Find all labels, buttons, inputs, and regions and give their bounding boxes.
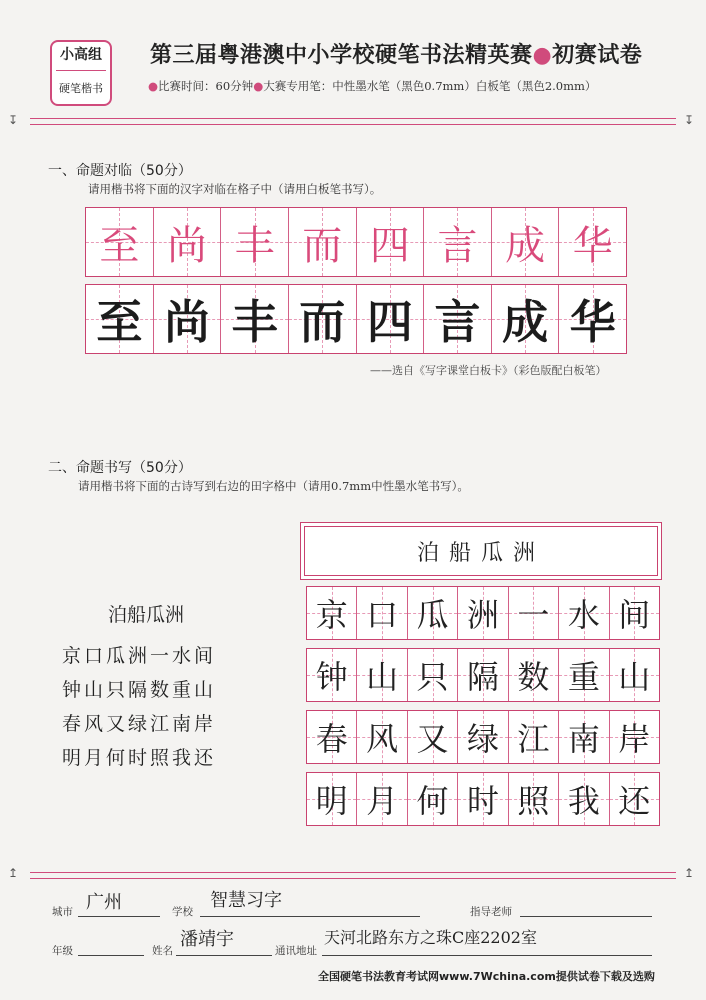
handwritten-char: 成 (502, 295, 549, 349)
writing-cell[interactable] (458, 773, 508, 825)
poem-line: 明月何时照我还 (62, 747, 217, 769)
poem-line: 钟山只隔数重山 (62, 679, 217, 701)
handwritten-char: 风 (366, 720, 399, 758)
grade-label: 年级 (52, 945, 73, 957)
writing-cell[interactable] (610, 711, 659, 763)
writing-cell[interactable] (154, 285, 222, 353)
grid-cell (154, 208, 222, 276)
writing-cell[interactable] (357, 711, 407, 763)
handwritten-char: 水 (567, 596, 600, 634)
writing-cell[interactable] (408, 773, 458, 825)
poem-grid-row (306, 648, 660, 702)
model-char: 至 (99, 222, 140, 269)
title-main: 第三届粤港澳中小学校硬笔书法精英赛 (150, 43, 533, 68)
address-label: 通讯地址 (275, 945, 317, 957)
pen-info: 大赛专用笔：中性墨水笔（黑色0.7mm）白板笔（黑色2.0mm） (263, 79, 597, 93)
model-char: 成 (505, 222, 546, 269)
source-credit: ——选自《写字课堂白板卡》（彩色版配白板笔） (370, 364, 607, 377)
rule-end-icon: ↥ (8, 866, 19, 880)
handwritten-char: 钟 (315, 658, 348, 696)
grid-cell (86, 208, 154, 276)
divider-rule-bottom (30, 872, 676, 879)
handwritten-char: 丰 (231, 295, 278, 349)
handwritten-char: 间 (618, 596, 651, 634)
writing-cell[interactable] (559, 773, 609, 825)
handwritten-char: 山 (618, 658, 651, 696)
model-char: 尚 (166, 222, 207, 269)
written-poem-title: 泊船瓜洲 (416, 540, 545, 566)
handwritten-char: 瓜 (416, 596, 449, 634)
badge-style-label: 硬笔楷书 (59, 82, 103, 95)
name-field[interactable] (176, 955, 272, 956)
model-grid (85, 207, 627, 277)
model-char: 而 (302, 222, 343, 269)
city-label: 城市 (52, 906, 73, 918)
address-value: 天河北路东方之珠C座2202室 (324, 928, 537, 947)
title-tail: 初赛试卷 (552, 43, 643, 68)
model-char: 丰 (234, 222, 275, 269)
handwritten-char: 四 (366, 295, 413, 349)
badge-group-label: 小高组 (60, 47, 102, 63)
handwritten-char: 江 (517, 720, 550, 758)
school-field[interactable] (200, 916, 420, 917)
writing-cell[interactable] (307, 711, 357, 763)
grid-cell (559, 208, 626, 276)
writing-cell[interactable] (357, 285, 425, 353)
poem-grid-row (306, 586, 660, 640)
handwritten-char: 口 (366, 596, 399, 634)
grid-cell (357, 208, 425, 276)
handwritten-char: 月 (366, 782, 399, 820)
grade-field[interactable] (78, 955, 144, 956)
model-char: 四 (369, 222, 410, 269)
school-value: 智慧习字 (210, 890, 282, 911)
writing-cell[interactable] (408, 649, 458, 701)
handwritten-char: 京 (315, 596, 348, 634)
grid-cell (424, 208, 492, 276)
handwritten-char: 绿 (466, 720, 499, 758)
handwritten-char: 时 (466, 782, 499, 820)
handwritten-char: 春 (315, 720, 348, 758)
model-char: 言 (437, 222, 478, 269)
writing-cell[interactable] (289, 285, 357, 353)
handwritten-char: 南 (567, 720, 600, 758)
handwritten-char: 我 (567, 782, 600, 820)
writing-cell[interactable] (559, 711, 609, 763)
group-badge (50, 40, 112, 106)
writing-cell[interactable] (357, 649, 407, 701)
model-char: 华 (572, 222, 613, 269)
name-value: 潘靖宇 (180, 929, 234, 950)
poem-line: 春风又绿江南岸 (62, 713, 217, 735)
grid-cell (492, 208, 560, 276)
address-field[interactable] (322, 955, 652, 956)
handwritten-char: 而 (299, 295, 346, 349)
writing-cell[interactable] (610, 649, 659, 701)
bullet-icon: ● (532, 43, 553, 68)
bullet-icon: ● (253, 79, 264, 93)
writing-cell[interactable] (408, 587, 458, 639)
handwritten-char: 还 (618, 782, 651, 820)
section1-heading: 一、命题对临（50分） (48, 163, 192, 179)
handwritten-char: 只 (416, 658, 449, 696)
handwritten-char: 至 (96, 295, 143, 349)
rule-end-icon: ↧ (684, 113, 695, 127)
handwritten-char: 重 (567, 658, 600, 696)
rule-end-icon: ↥ (684, 866, 695, 880)
handwritten-char: 言 (434, 295, 481, 349)
handwritten-char: 洲 (466, 596, 499, 634)
handwritten-char: 尚 (163, 295, 210, 349)
section1-instruction: 请用楷书将下面的汉字对临在格子中（请用白板笔书写）。 (88, 182, 382, 196)
writing-cell[interactable] (307, 649, 357, 701)
writing-cell[interactable] (408, 711, 458, 763)
rule-end-icon: ↧ (8, 113, 19, 127)
school-label: 学校 (172, 906, 193, 918)
section2-instruction: 请用楷书将下面的古诗写到右边的田字格中（请用0.7mm中性墨水笔书写）。 (78, 479, 469, 493)
site-note: 全国硬笔书法教育考试网www.7Wchina.com提供试卷下载及选购 (318, 970, 655, 983)
bullet-icon: ● (148, 79, 159, 93)
writing-cell[interactable] (492, 285, 560, 353)
writing-cell[interactable] (509, 711, 559, 763)
writing-cell[interactable] (509, 773, 559, 825)
handwritten-char: 隔 (466, 658, 499, 696)
writing-cell[interactable] (307, 773, 357, 825)
poem-grid-row (306, 772, 660, 826)
city-value: 广州 (86, 892, 122, 913)
poem-title: 泊船瓜洲 (108, 604, 185, 626)
handwritten-char: 山 (366, 658, 399, 696)
copy-grid (85, 284, 627, 354)
teacher-field[interactable] (520, 916, 652, 917)
grid-cell (221, 208, 289, 276)
writing-cell[interactable] (559, 285, 626, 353)
writing-cell[interactable] (509, 649, 559, 701)
writing-cell[interactable] (357, 587, 407, 639)
writing-cell[interactable] (86, 285, 154, 353)
poem-title-frame (304, 526, 658, 576)
writing-cell[interactable] (509, 587, 559, 639)
writing-cell[interactable] (610, 773, 659, 825)
poem-line: 京口瓜洲一水间 (62, 645, 217, 667)
handwritten-char: 华 (569, 295, 616, 349)
divider-rule-top (30, 118, 676, 125)
handwritten-char: 数 (517, 658, 550, 696)
writing-cell[interactable] (458, 711, 508, 763)
handwritten-char: 一 (517, 596, 550, 634)
handwritten-char: 何 (416, 782, 449, 820)
writing-cell[interactable] (559, 587, 609, 639)
handwritten-char: 又 (416, 720, 449, 758)
exam-title (150, 38, 642, 69)
poem-title-box[interactable] (300, 522, 662, 580)
writing-cell[interactable] (559, 649, 609, 701)
handwritten-char: 照 (517, 782, 550, 820)
writing-cell[interactable] (458, 649, 508, 701)
writing-cell[interactable] (424, 285, 492, 353)
grid-cell (289, 208, 357, 276)
exam-info-line (148, 78, 596, 94)
time-info: 比赛时间：60分钟 (158, 79, 254, 93)
writing-cell[interactable] (221, 285, 289, 353)
writing-cell[interactable] (458, 587, 508, 639)
writing-cell[interactable] (610, 587, 659, 639)
badge-divider (56, 70, 106, 71)
writing-cell[interactable] (357, 773, 407, 825)
poem-grid-row (306, 710, 660, 764)
handwritten-char: 明 (315, 782, 348, 820)
name-label: 姓名 (152, 945, 173, 957)
handwritten-char: 岸 (618, 720, 651, 758)
city-field[interactable] (78, 916, 160, 917)
teacher-label: 指导老师 (470, 906, 512, 918)
section2-heading: 二、命题书写（50分） (48, 460, 192, 476)
writing-cell[interactable] (307, 587, 357, 639)
